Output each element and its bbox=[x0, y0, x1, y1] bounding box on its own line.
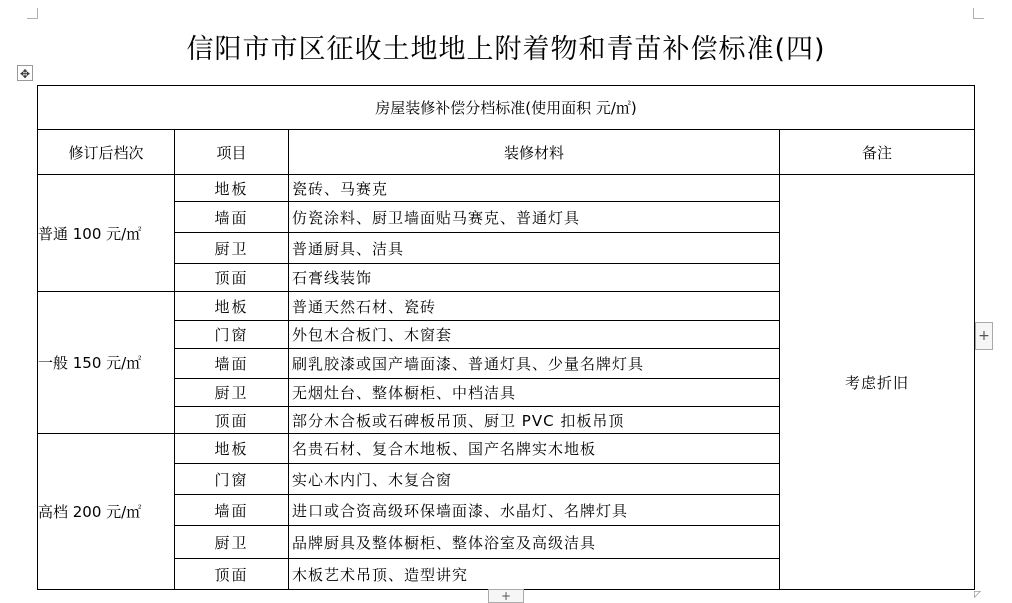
table-row bbox=[38, 175, 975, 202]
material-cell: 进口或合资高级环保墙面漆、水晶灯、名牌灯具 bbox=[289, 495, 780, 526]
grade-cell: 高档 200 元/㎡ bbox=[38, 434, 175, 590]
compensation-table bbox=[37, 85, 975, 590]
item-cell: 顶面 bbox=[175, 264, 289, 292]
material-cell: 刷乳胶漆或国产墙面漆、普通灯具、少量名牌灯具 bbox=[289, 349, 780, 379]
material-cell: 部分木合板或石碑板吊顶、厨卫 PVC 扣板吊顶 bbox=[289, 407, 780, 434]
item-cell: 门窗 bbox=[175, 464, 289, 495]
item-cell: 顶面 bbox=[175, 559, 289, 590]
header-material: 装修材料 bbox=[289, 130, 780, 175]
material-cell: 仿瓷涂料、厨卫墙面贴马赛克、普通灯具 bbox=[289, 202, 780, 233]
material-cell: 外包木合板门、木窗套 bbox=[289, 321, 780, 349]
move-icon[interactable]: ✥ bbox=[17, 65, 33, 81]
item-cell: 顶面 bbox=[175, 407, 289, 434]
item-cell: 地板 bbox=[175, 434, 289, 464]
header-grade: 修订后档次 bbox=[38, 130, 175, 175]
material-cell: 实心木内门、木复合窗 bbox=[289, 464, 780, 495]
item-cell: 厨卫 bbox=[175, 233, 289, 264]
document-title: 信阳市市区征收土地地上附着物和青苗补偿标准(四) bbox=[186, 34, 826, 65]
plus-icon[interactable]: + bbox=[488, 589, 524, 603]
material-cell: 石膏线装饰 bbox=[289, 264, 780, 292]
item-cell: 门窗 bbox=[175, 321, 289, 349]
table-caption: 房屋装修补偿分档标准(使用面积 元/㎡) bbox=[38, 86, 975, 130]
material-cell: 瓷砖、马赛克 bbox=[289, 175, 780, 202]
grade-cell: 普通 100 元/㎡ bbox=[38, 175, 175, 292]
material-cell: 普通厨具、洁具 bbox=[289, 233, 780, 264]
item-cell: 厨卫 bbox=[175, 379, 289, 407]
header-item: 项目 bbox=[175, 130, 289, 175]
item-cell: 墙面 bbox=[175, 202, 289, 233]
material-cell: 无烟灶台、整体橱柜、中档洁具 bbox=[289, 379, 780, 407]
plus-icon[interactable]: + bbox=[975, 322, 993, 350]
material-cell: 普通天然石材、瓷砖 bbox=[289, 292, 780, 321]
page-corner-mark-left bbox=[27, 8, 38, 19]
caption-row bbox=[38, 86, 975, 130]
grade-cell: 一般 150 元/㎡ bbox=[38, 292, 175, 434]
item-cell: 地板 bbox=[175, 292, 289, 321]
item-cell: 墙面 bbox=[175, 495, 289, 526]
item-cell: 地板 bbox=[175, 175, 289, 202]
remark-cell: 考虑折旧 bbox=[780, 175, 975, 590]
resize-corner-icon[interactable]: ◸ bbox=[974, 590, 981, 600]
material-cell: 木板艺术吊顶、造型讲究 bbox=[289, 559, 780, 590]
page-corner-mark-right bbox=[973, 8, 984, 19]
item-cell: 墙面 bbox=[175, 349, 289, 379]
material-cell: 品牌厨具及整体橱柜、整体浴室及高级洁具 bbox=[289, 526, 780, 559]
header-remark: 备注 bbox=[780, 130, 975, 175]
material-cell: 名贵石材、复合木地板、国产名牌实木地板 bbox=[289, 434, 780, 464]
header-row bbox=[38, 130, 975, 175]
item-cell: 厨卫 bbox=[175, 526, 289, 559]
